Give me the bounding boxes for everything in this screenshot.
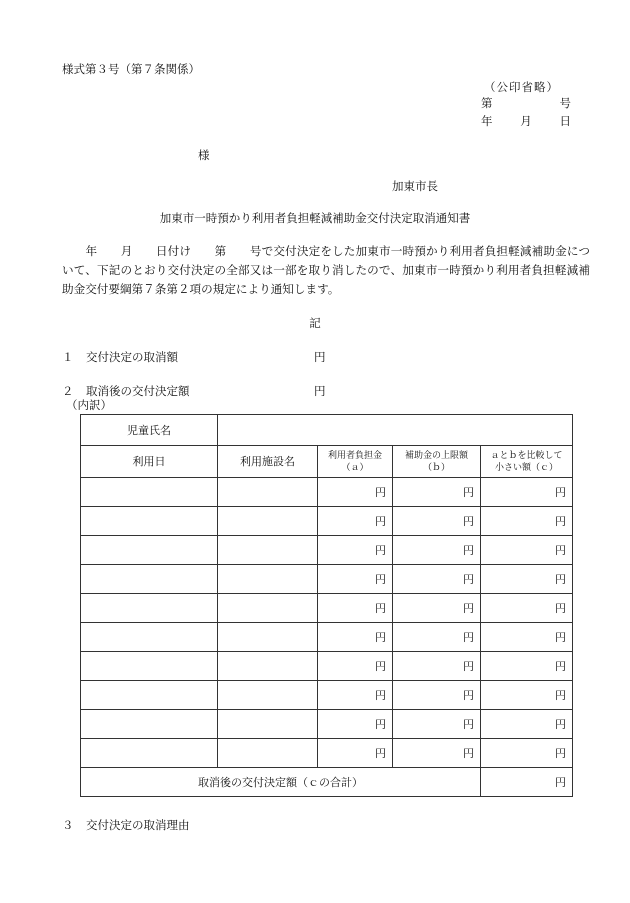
smaller-amount-cell[interactable]: 円 xyxy=(481,623,573,652)
item-revised-amount xyxy=(62,383,326,399)
subsidy-limit-cell[interactable]: 円 xyxy=(393,507,481,536)
user-burden-cell[interactable]: 円 xyxy=(318,710,393,739)
body-text: 年 月 日付け 第 号で交付決定をした加東市一時預かり利用者負担軽減補助金について、下記のとおり交付決定の全部又は一部を取り消したので、加東市一時預かり利用者負担軽減補助金交付要綱第７条第２項の規定により通知します。 xyxy=(62,244,590,296)
user-burden-cell[interactable]: 円 xyxy=(318,565,393,594)
header-facility: 利用施設名 xyxy=(218,446,318,478)
item-cancel-amount xyxy=(62,349,326,365)
ki-heading: 記 xyxy=(309,316,321,330)
table-row xyxy=(81,507,573,536)
user-burden-cell[interactable]: 円 xyxy=(318,623,393,652)
facility-cell[interactable] xyxy=(218,623,318,652)
document-date xyxy=(481,116,571,128)
table-row xyxy=(81,478,573,507)
table-row xyxy=(81,710,573,739)
breakdown-label: （内訳） xyxy=(66,398,112,412)
seal-omitted-note: （公印省略） xyxy=(484,80,559,94)
use-date-cell[interactable] xyxy=(81,478,218,507)
item-number: ３ xyxy=(62,818,74,832)
child-name-label: 児童氏名 xyxy=(81,415,218,446)
user-burden-cell[interactable]: 円 xyxy=(318,594,393,623)
subsidy-limit-cell[interactable]: 円 xyxy=(393,623,481,652)
header-smaller-amount: ａとｂを比較して 小さい額（ｃ） xyxy=(481,446,573,478)
facility-cell[interactable] xyxy=(218,739,318,768)
facility-cell[interactable] xyxy=(218,681,318,710)
facility-cell[interactable] xyxy=(218,594,318,623)
table-row xyxy=(81,594,573,623)
total-label: 取消後の交付決定額（ｃの合計） xyxy=(81,768,481,797)
table-row xyxy=(81,681,573,710)
table-row xyxy=(81,623,573,652)
use-date-cell[interactable] xyxy=(81,507,218,536)
smaller-amount-cell[interactable]: 円 xyxy=(481,594,573,623)
subsidy-limit-cell[interactable]: 円 xyxy=(393,710,481,739)
subsidy-limit-cell[interactable]: 円 xyxy=(393,739,481,768)
sender: 加東市長 xyxy=(392,179,438,193)
user-burden-cell[interactable]: 円 xyxy=(318,739,393,768)
item-label: 取消後の交付決定額 xyxy=(86,384,190,398)
data-rows xyxy=(81,478,573,768)
header-user-burden: 利用者負担金 （ａ） xyxy=(318,446,393,478)
smaller-amount-cell[interactable]: 円 xyxy=(481,536,573,565)
date-month: 月 xyxy=(520,114,532,128)
facility-cell[interactable] xyxy=(218,565,318,594)
item-number: ２ xyxy=(62,384,74,398)
form-number: 様式第３号（第７条関係） xyxy=(62,62,200,76)
table-row xyxy=(81,536,573,565)
document-number xyxy=(481,98,571,110)
user-burden-cell[interactable]: 円 xyxy=(318,507,393,536)
date-day: 日 xyxy=(559,114,571,128)
facility-cell[interactable] xyxy=(218,652,318,681)
user-burden-cell[interactable]: 円 xyxy=(318,652,393,681)
user-burden-cell[interactable]: 円 xyxy=(318,478,393,507)
subsidy-limit-cell[interactable]: 円 xyxy=(393,652,481,681)
use-date-cell[interactable] xyxy=(81,710,218,739)
item-cancel-reason xyxy=(62,817,190,833)
facility-cell[interactable] xyxy=(218,478,318,507)
use-date-cell[interactable] xyxy=(81,536,218,565)
user-burden-cell[interactable]: 円 xyxy=(318,681,393,710)
facility-cell[interactable] xyxy=(218,710,318,739)
smaller-amount-cell[interactable]: 円 xyxy=(481,710,573,739)
facility-cell[interactable] xyxy=(218,507,318,536)
item-unit: 円 xyxy=(314,350,326,364)
subsidy-limit-cell[interactable]: 円 xyxy=(393,536,481,565)
date-year: 年 xyxy=(481,114,493,128)
use-date-cell[interactable] xyxy=(81,681,218,710)
smaller-amount-cell[interactable]: 円 xyxy=(481,681,573,710)
subsidy-limit-cell[interactable]: 円 xyxy=(393,594,481,623)
smaller-amount-cell[interactable]: 円 xyxy=(481,478,573,507)
header-subsidy-limit: 補助金の上限額 （ｂ） xyxy=(393,446,481,478)
subsidy-limit-cell[interactable]: 円 xyxy=(393,565,481,594)
table-row xyxy=(81,565,573,594)
document-title: 加東市一時預かり利用者負担軽減補助金交付決定取消通知書 xyxy=(159,211,471,225)
facility-cell[interactable] xyxy=(218,536,318,565)
smaller-amount-cell[interactable]: 円 xyxy=(481,652,573,681)
item-unit: 円 xyxy=(314,384,326,398)
user-burden-cell[interactable]: 円 xyxy=(318,536,393,565)
table-row xyxy=(81,739,573,768)
header-use-date: 利用日 xyxy=(81,446,218,478)
doc-no-suffix: 号 xyxy=(559,96,571,110)
use-date-cell[interactable] xyxy=(81,739,218,768)
item-label: 交付決定の取消理由 xyxy=(86,818,190,832)
recipient-suffix: 様 xyxy=(198,148,210,162)
use-date-cell[interactable] xyxy=(81,565,218,594)
use-date-cell[interactable] xyxy=(81,594,218,623)
breakdown-table xyxy=(80,414,573,797)
use-date-cell[interactable] xyxy=(81,652,218,681)
smaller-amount-cell[interactable]: 円 xyxy=(481,507,573,536)
smaller-amount-cell[interactable]: 円 xyxy=(481,565,573,594)
table-row xyxy=(81,652,573,681)
doc-no-prefix: 第 xyxy=(481,96,493,110)
use-date-cell[interactable] xyxy=(81,623,218,652)
subsidy-limit-cell[interactable]: 円 xyxy=(393,681,481,710)
smaller-amount-cell[interactable]: 円 xyxy=(481,739,573,768)
total-amount[interactable]: 円 xyxy=(481,768,573,797)
item-number: １ xyxy=(62,350,74,364)
child-name-field[interactable] xyxy=(218,415,573,446)
subsidy-limit-cell[interactable]: 円 xyxy=(393,478,481,507)
item-label: 交付決定の取消額 xyxy=(86,350,178,364)
